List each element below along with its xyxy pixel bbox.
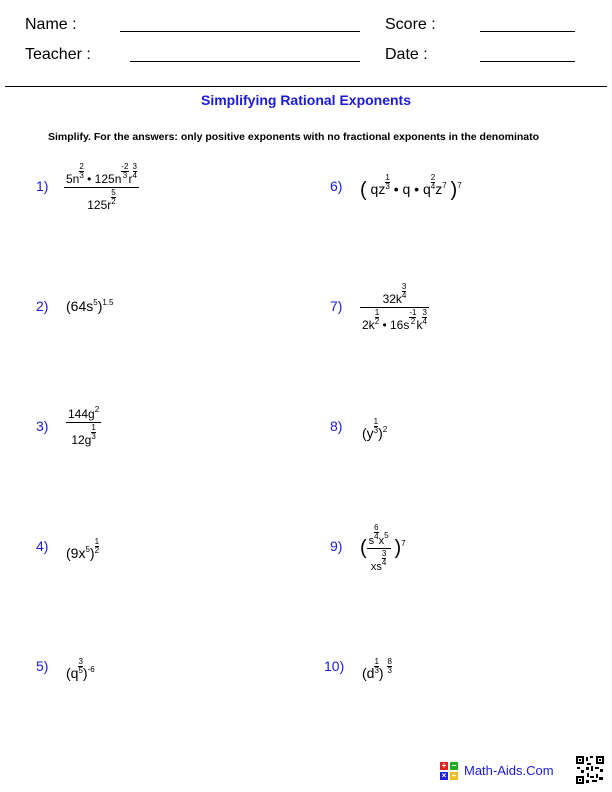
score-field-line[interactable] [480, 31, 575, 32]
problem-1-number: 1) [36, 178, 49, 194]
problem-4-number: 4) [36, 538, 49, 554]
problem-7-number: 7) [330, 298, 343, 314]
problem-5-number: 5) [36, 658, 49, 674]
problem-10-number: 10) [324, 658, 345, 674]
brand-link[interactable]: Math-Aids.Com [464, 763, 554, 778]
problem-5-expression: (q $\frac{3}{5}$ )$^{-6}$ [66, 657, 95, 681]
problem-4-expression: $(9x^5)$ $\frac{1}{2}$ [66, 537, 100, 561]
problem-7-expression: 32k $\frac{3}{4}$ 2k $\frac{1}{2}$ • 16s $\frac{-1}{2}$ k $\frac{3}{4}$ [362, 282, 427, 332]
problem-8-number: 8) [330, 418, 343, 434]
calculator-symbols-icon: + − × ÷ [441, 761, 457, 780]
worksheet-title: Simplifying Rational Exponents [200, 92, 412, 108]
name-field-line[interactable] [120, 31, 360, 32]
header-divider [5, 86, 607, 87]
problem-3-expression: $144g^2$ 12g $\frac{1}{3}$ [68, 405, 100, 447]
date-field-line[interactable] [480, 61, 575, 62]
problem-6-expression: ( qz $\frac{1}{3}$ • q • q $\frac{2}{4}$ $z^7$ )$^7$ [360, 173, 462, 201]
problem-2-expression: $(64s^5)^{1.5}$ [66, 298, 114, 314]
problem-1-expression: 5n $\frac{2}{3}$ • 125n $\frac{-2}{3}$ r $\frac{3}{4}$ 125r $\frac{5}{2}$ [66, 162, 137, 212]
score-label: Score : [385, 16, 436, 33]
problem-9-number: 9) [330, 538, 343, 554]
problem-8-expression: (y $\frac{1}{3}$ )$^2$ [362, 417, 388, 441]
date-label: Date : [385, 46, 428, 63]
problem-2-number: 2) [36, 298, 49, 314]
problem-6-number: 6) [330, 178, 343, 194]
qr-code-icon [575, 755, 605, 785]
teacher-field-line[interactable] [130, 61, 360, 62]
problem-3-number: 3) [36, 418, 49, 434]
teacher-label: Teacher : [25, 46, 91, 63]
name-label: Name : [25, 16, 77, 33]
instructions: Simplify. For the answers: only positive exponents with no fractional exponents in the denominato [48, 131, 540, 143]
problem-9-expression: ( s $\frac{6}{4}$ $x^5$ xs $\frac{3}{4}$ )$^7$ [360, 523, 406, 573]
problem-10-expression: (d $\frac{1}{3}$ ) $\frac{8}{3}$ [362, 657, 392, 681]
